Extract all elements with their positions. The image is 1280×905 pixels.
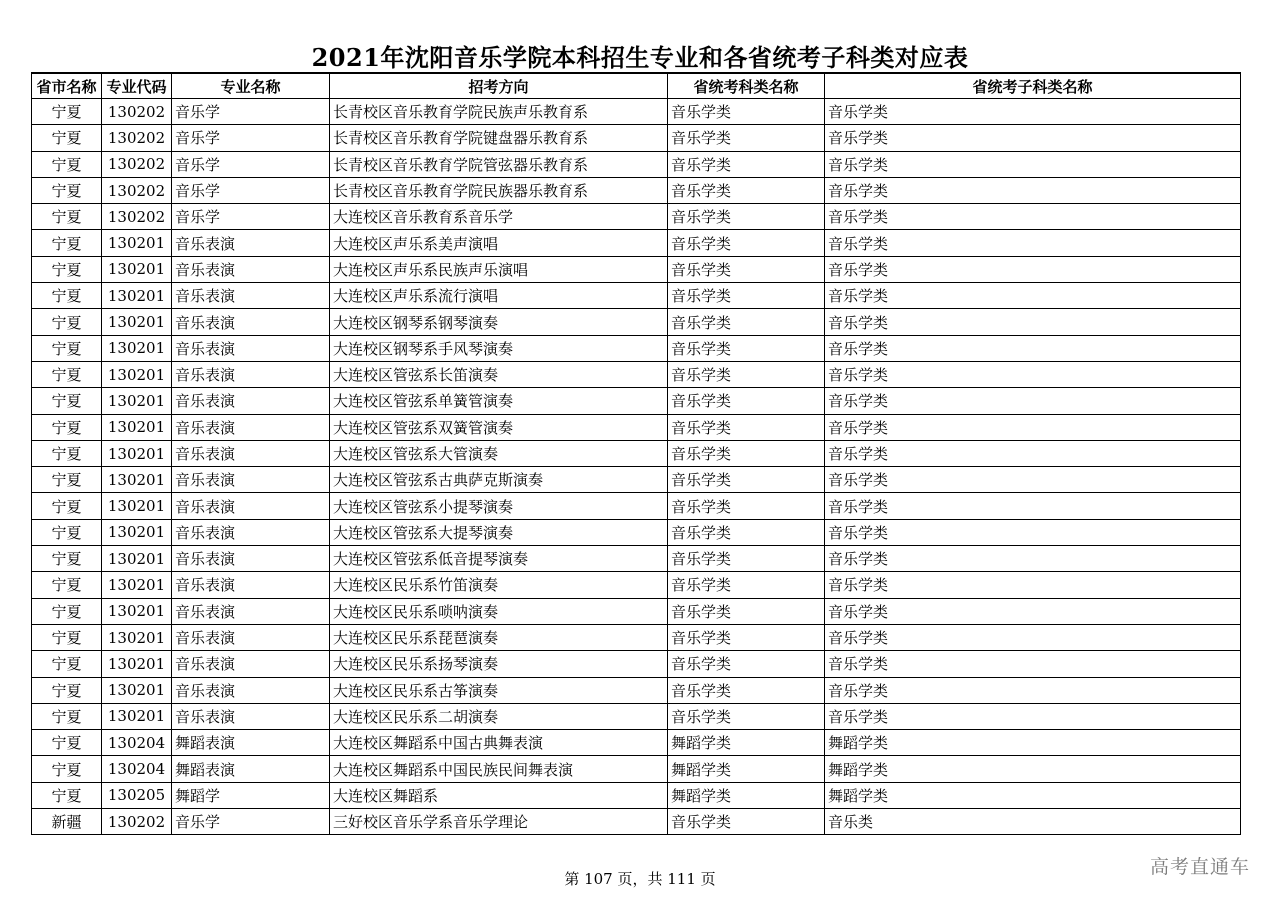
cell-major-name: 音乐学 (172, 177, 330, 203)
cell-subcategory: 音乐学类 (825, 677, 1241, 703)
cell-major-name: 音乐表演 (172, 651, 330, 677)
cell-subcategory: 音乐学类 (825, 467, 1241, 493)
table-row (32, 388, 1241, 414)
table-row (32, 177, 1241, 203)
cell-province: 宁夏 (32, 730, 102, 756)
cell-province: 宁夏 (32, 335, 102, 361)
cell-category: 音乐学类 (668, 493, 825, 519)
cell-major-name: 音乐表演 (172, 572, 330, 598)
cell-subcategory: 音乐学类 (825, 572, 1241, 598)
cell-major-name: 舞蹈表演 (172, 756, 330, 782)
cell-major-code: 130202 (102, 809, 172, 835)
cell-direction: 长青校区音乐教育学院民族声乐教育系 (330, 99, 668, 125)
cell-category: 音乐学类 (668, 598, 825, 624)
cell-major-code: 130201 (102, 414, 172, 440)
cell-subcategory: 音乐学类 (825, 177, 1241, 203)
cell-major-code: 130205 (102, 782, 172, 808)
cell-direction: 大连校区民乐系唢呐演奏 (330, 598, 668, 624)
cell-category: 舞蹈学类 (668, 782, 825, 808)
cell-province: 宁夏 (32, 703, 102, 729)
cell-major-name: 音乐学 (172, 204, 330, 230)
cell-subcategory: 音乐学类 (825, 204, 1241, 230)
cell-major-name: 音乐表演 (172, 230, 330, 256)
header-category: 省统考科类名称 (668, 73, 825, 99)
cell-major-name: 音乐学 (172, 809, 330, 835)
cell-province: 宁夏 (32, 361, 102, 387)
table-row (32, 598, 1241, 624)
cell-direction: 大连校区管弦系小提琴演奏 (330, 493, 668, 519)
cell-subcategory: 音乐学类 (825, 256, 1241, 282)
cell-direction: 大连校区民乐系古筝演奏 (330, 677, 668, 703)
cell-major-name: 音乐表演 (172, 388, 330, 414)
cell-direction: 大连校区民乐系竹笛演奏 (330, 572, 668, 598)
cell-province: 宁夏 (32, 151, 102, 177)
cell-major-name: 音乐表演 (172, 440, 330, 466)
page-number: 第 107 页，共 111 页 (564, 870, 716, 888)
cell-province: 宁夏 (32, 99, 102, 125)
cell-province: 宁夏 (32, 177, 102, 203)
cell-category: 音乐学类 (668, 677, 825, 703)
cell-province: 宁夏 (32, 414, 102, 440)
cell-subcategory: 音乐学类 (825, 309, 1241, 335)
table-row (32, 809, 1241, 835)
table-row (32, 572, 1241, 598)
table-row (32, 624, 1241, 650)
cell-province: 宁夏 (32, 756, 102, 782)
cell-category: 音乐学类 (668, 309, 825, 335)
table-row (32, 125, 1241, 151)
cell-category: 舞蹈学类 (668, 756, 825, 782)
cell-major-name: 音乐表演 (172, 677, 330, 703)
cell-major-code: 130201 (102, 361, 172, 387)
cell-direction: 大连校区管弦系双簧管演奏 (330, 414, 668, 440)
cell-major-name: 音乐表演 (172, 624, 330, 650)
cell-category: 音乐学类 (668, 125, 825, 151)
cell-subcategory: 音乐学类 (825, 99, 1241, 125)
cell-direction: 大连校区管弦系长笛演奏 (330, 361, 668, 387)
table-row (32, 283, 1241, 309)
table-row (32, 151, 1241, 177)
cell-province: 宁夏 (32, 204, 102, 230)
cell-major-name: 音乐表演 (172, 361, 330, 387)
cell-province: 宁夏 (32, 388, 102, 414)
cell-province: 宁夏 (32, 519, 102, 545)
cell-category: 音乐学类 (668, 283, 825, 309)
cell-category: 音乐学类 (668, 177, 825, 203)
cell-major-name: 音乐学 (172, 99, 330, 125)
cell-major-code: 130201 (102, 703, 172, 729)
table-row (32, 204, 1241, 230)
cell-major-code: 130201 (102, 440, 172, 466)
cell-province: 宁夏 (32, 467, 102, 493)
cell-subcategory: 音乐学类 (825, 414, 1241, 440)
table-row (32, 519, 1241, 545)
cell-subcategory: 音乐学类 (825, 151, 1241, 177)
cell-direction: 大连校区舞蹈系 (330, 782, 668, 808)
cell-direction: 大连校区管弦系大提琴演奏 (330, 519, 668, 545)
cell-major-name: 音乐表演 (172, 546, 330, 572)
cell-category: 音乐学类 (668, 572, 825, 598)
table-row (32, 703, 1241, 729)
cell-subcategory: 音乐学类 (825, 624, 1241, 650)
table-row (32, 99, 1241, 125)
header-province: 省市名称 (32, 73, 102, 99)
cell-category: 音乐学类 (668, 651, 825, 677)
cell-direction: 大连校区声乐系美声演唱 (330, 230, 668, 256)
cell-direction: 大连校区钢琴系钢琴演奏 (330, 309, 668, 335)
cell-province: 宁夏 (32, 309, 102, 335)
cell-province: 宁夏 (32, 624, 102, 650)
cell-major-code: 130201 (102, 335, 172, 361)
cell-category: 音乐学类 (668, 809, 825, 835)
cell-direction: 大连校区声乐系流行演唱 (330, 283, 668, 309)
cell-major-code: 130202 (102, 204, 172, 230)
header-subcategory: 省统考子科类名称 (825, 73, 1241, 99)
cell-major-code: 130201 (102, 388, 172, 414)
cell-category: 音乐学类 (668, 361, 825, 387)
table-row (32, 467, 1241, 493)
cell-subcategory: 音乐学类 (825, 361, 1241, 387)
cell-major-code: 130202 (102, 177, 172, 203)
header-major-name: 专业名称 (172, 73, 330, 99)
cell-category: 音乐学类 (668, 546, 825, 572)
cell-major-name: 音乐表演 (172, 519, 330, 545)
cell-major-code: 130201 (102, 467, 172, 493)
major-mapping-table (31, 72, 1241, 835)
cell-province: 宁夏 (32, 283, 102, 309)
table-row (32, 414, 1241, 440)
cell-province: 宁夏 (32, 125, 102, 151)
cell-major-code: 130201 (102, 283, 172, 309)
cell-category: 音乐学类 (668, 519, 825, 545)
cell-major-name: 音乐表演 (172, 414, 330, 440)
cell-category: 音乐学类 (668, 204, 825, 230)
cell-province: 宁夏 (32, 546, 102, 572)
cell-major-code: 130202 (102, 151, 172, 177)
cell-category: 音乐学类 (668, 414, 825, 440)
cell-direction: 长青校区音乐教育学院民族器乐教育系 (330, 177, 668, 203)
table-row (32, 677, 1241, 703)
cell-category: 音乐学类 (668, 440, 825, 466)
cell-major-name: 音乐表演 (172, 493, 330, 519)
cell-major-code: 130202 (102, 99, 172, 125)
cell-major-name: 舞蹈表演 (172, 730, 330, 756)
cell-major-name: 音乐表演 (172, 467, 330, 493)
cell-subcategory: 音乐类 (825, 809, 1241, 835)
cell-direction: 大连校区管弦系单簧管演奏 (330, 388, 668, 414)
cell-subcategory: 音乐学类 (825, 230, 1241, 256)
cell-major-code: 130201 (102, 309, 172, 335)
cell-subcategory: 舞蹈学类 (825, 782, 1241, 808)
cell-subcategory: 音乐学类 (825, 598, 1241, 624)
table-header-row (32, 73, 1241, 99)
cell-major-name: 音乐表演 (172, 309, 330, 335)
cell-direction: 大连校区钢琴系手风琴演奏 (330, 335, 668, 361)
table-row (32, 493, 1241, 519)
header-major-code: 专业代码 (102, 73, 172, 99)
table-row (32, 651, 1241, 677)
watermark-text: 高考直通车 (1149, 856, 1250, 878)
cell-major-name: 音乐表演 (172, 256, 330, 282)
cell-category: 音乐学类 (668, 388, 825, 414)
table-row (32, 309, 1241, 335)
cell-subcategory: 音乐学类 (825, 283, 1241, 309)
cell-major-code: 130201 (102, 256, 172, 282)
cell-province: 宁夏 (32, 782, 102, 808)
cell-direction: 大连校区音乐教育系音乐学 (330, 204, 668, 230)
cell-direction: 大连校区声乐系民族声乐演唱 (330, 256, 668, 282)
cell-province: 宁夏 (32, 598, 102, 624)
cell-subcategory: 音乐学类 (825, 335, 1241, 361)
cell-major-code: 130204 (102, 756, 172, 782)
cell-direction: 大连校区管弦系大管演奏 (330, 440, 668, 466)
table-row (32, 546, 1241, 572)
cell-major-code: 130201 (102, 230, 172, 256)
cell-province: 宁夏 (32, 440, 102, 466)
cell-subcategory: 音乐学类 (825, 703, 1241, 729)
cell-major-code: 130201 (102, 546, 172, 572)
table-body (32, 99, 1241, 835)
cell-category: 音乐学类 (668, 151, 825, 177)
cell-major-name: 音乐表演 (172, 598, 330, 624)
cell-major-code: 130201 (102, 493, 172, 519)
cell-major-code: 130201 (102, 572, 172, 598)
cell-major-name: 音乐学 (172, 151, 330, 177)
cell-direction: 大连校区民乐系扬琴演奏 (330, 651, 668, 677)
table-row (32, 230, 1241, 256)
cell-subcategory: 音乐学类 (825, 125, 1241, 151)
cell-subcategory: 舞蹈学类 (825, 756, 1241, 782)
cell-major-code: 130201 (102, 624, 172, 650)
table-row (32, 256, 1241, 282)
cell-subcategory: 音乐学类 (825, 493, 1241, 519)
cell-category: 舞蹈学类 (668, 730, 825, 756)
cell-direction: 长青校区音乐教育学院键盘器乐教育系 (330, 125, 668, 151)
cell-subcategory: 音乐学类 (825, 519, 1241, 545)
cell-direction: 大连校区舞蹈系中国古典舞表演 (330, 730, 668, 756)
cell-province: 宁夏 (32, 256, 102, 282)
cell-category: 音乐学类 (668, 256, 825, 282)
cell-category: 音乐学类 (668, 467, 825, 493)
cell-major-code: 130201 (102, 519, 172, 545)
cell-direction: 大连校区民乐系琵琶演奏 (330, 624, 668, 650)
cell-province: 宁夏 (32, 493, 102, 519)
header-direction: 招考方向 (330, 73, 668, 99)
table-row (32, 756, 1241, 782)
cell-subcategory: 舞蹈学类 (825, 730, 1241, 756)
cell-province: 宁夏 (32, 677, 102, 703)
cell-major-code: 130201 (102, 677, 172, 703)
table-row (32, 730, 1241, 756)
cell-category: 音乐学类 (668, 703, 825, 729)
cell-direction: 大连校区民乐系二胡演奏 (330, 703, 668, 729)
cell-category: 音乐学类 (668, 230, 825, 256)
page-title: 2021年沈阳音乐学院本科招生专业和各省统考子科类对应表 (311, 43, 969, 72)
cell-category: 音乐学类 (668, 99, 825, 125)
cell-direction: 长青校区音乐教育学院管弦器乐教育系 (330, 151, 668, 177)
table-row (32, 440, 1241, 466)
cell-province: 新疆 (32, 809, 102, 835)
cell-major-code: 130204 (102, 730, 172, 756)
table-row (32, 782, 1241, 808)
cell-major-code: 130201 (102, 598, 172, 624)
cell-subcategory: 音乐学类 (825, 388, 1241, 414)
cell-subcategory: 音乐学类 (825, 440, 1241, 466)
cell-subcategory: 音乐学类 (825, 546, 1241, 572)
cell-subcategory: 音乐学类 (825, 651, 1241, 677)
cell-major-name: 音乐表演 (172, 283, 330, 309)
table-row (32, 361, 1241, 387)
cell-category: 音乐学类 (668, 624, 825, 650)
table-row (32, 335, 1241, 361)
cell-direction: 大连校区舞蹈系中国民族民间舞表演 (330, 756, 668, 782)
cell-major-name: 音乐学 (172, 125, 330, 151)
cell-direction: 大连校区管弦系低音提琴演奏 (330, 546, 668, 572)
cell-major-code: 130201 (102, 651, 172, 677)
cell-province: 宁夏 (32, 651, 102, 677)
cell-province: 宁夏 (32, 230, 102, 256)
cell-major-code: 130202 (102, 125, 172, 151)
cell-major-name: 舞蹈学 (172, 782, 330, 808)
cell-major-name: 音乐表演 (172, 703, 330, 729)
cell-direction: 大连校区管弦系古典萨克斯演奏 (330, 467, 668, 493)
cell-category: 音乐学类 (668, 335, 825, 361)
cell-province: 宁夏 (32, 572, 102, 598)
cell-major-name: 音乐表演 (172, 335, 330, 361)
cell-direction: 三好校区音乐学系音乐学理论 (330, 809, 668, 835)
